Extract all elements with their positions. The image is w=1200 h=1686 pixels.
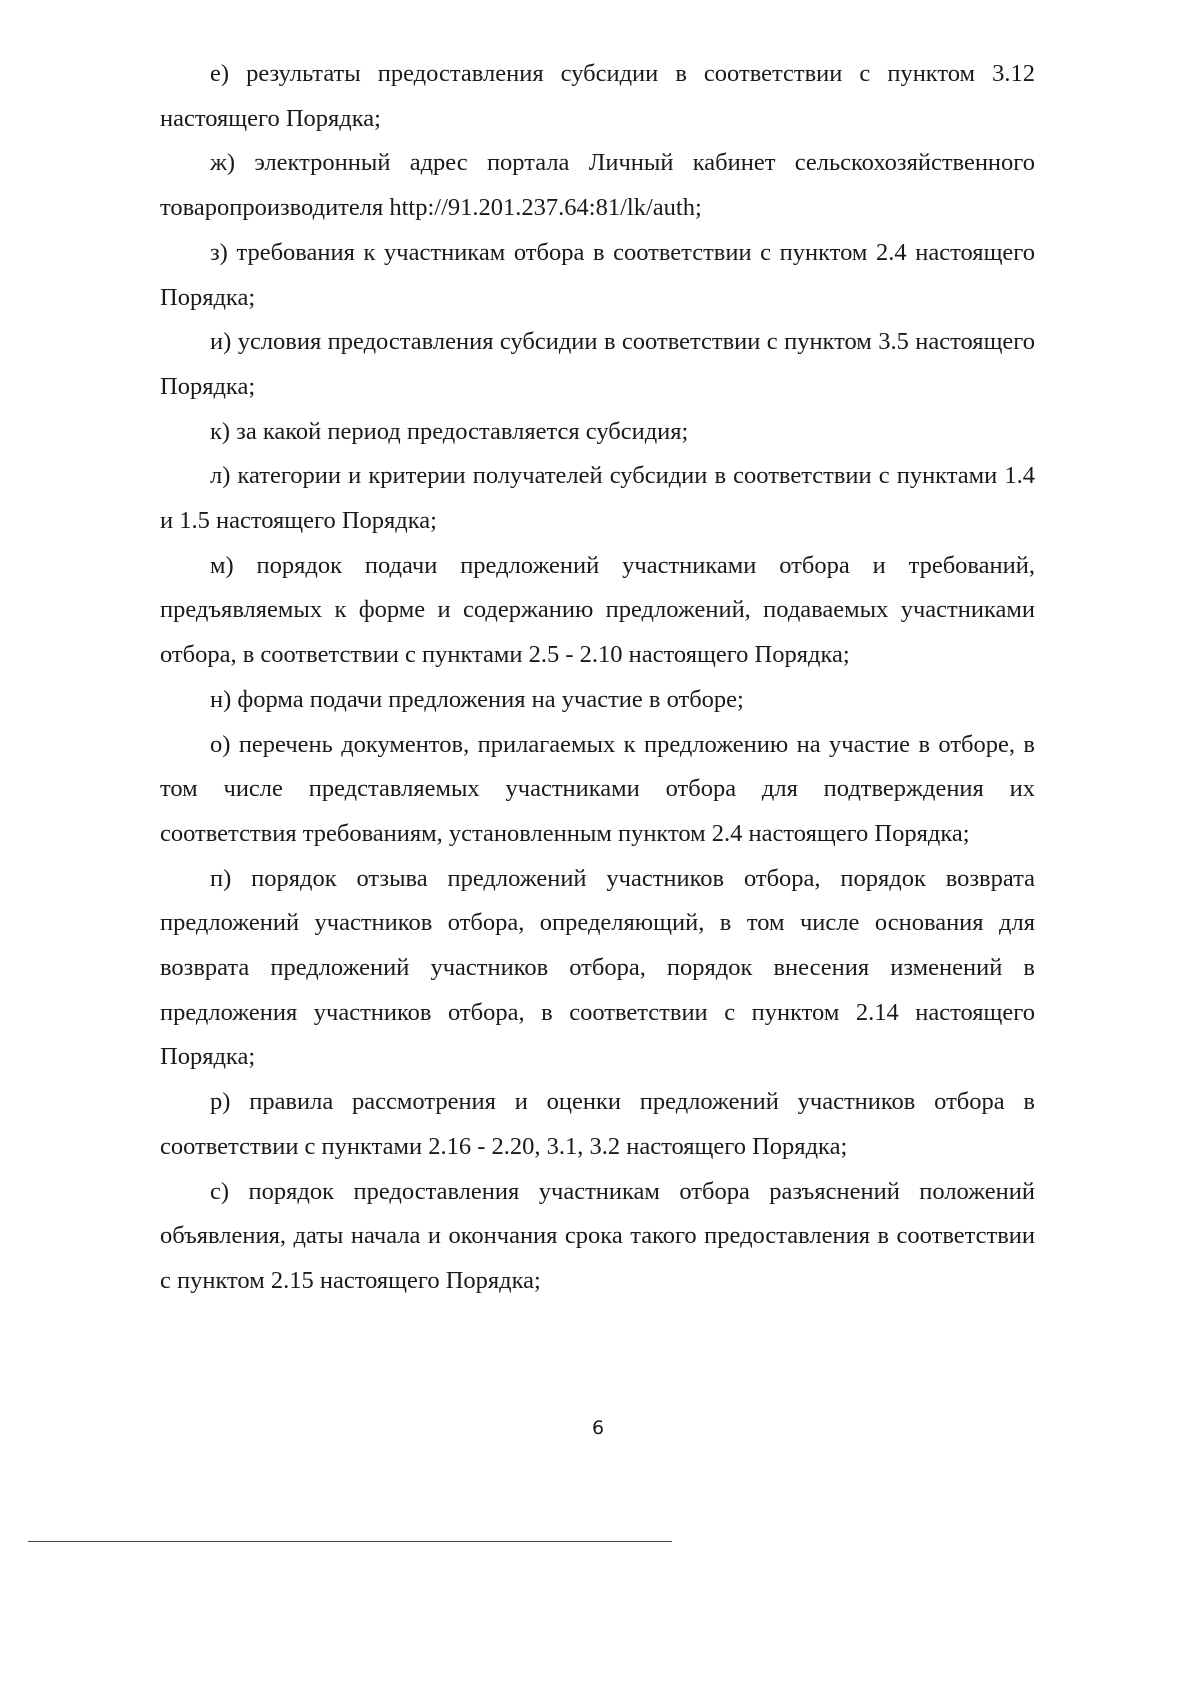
paragraph-p: п) порядок отзыва предложений участников отбора, порядок возврата предложений участников отбора, определяющий, в том числе основания для возврата предложений участников отбора, порядок внесения изменений в предложения участников отбора, в соответствии с пунктом 2.14 настоящего Порядка; bbox=[160, 864, 1035, 1071]
footer-divider bbox=[28, 1541, 672, 1542]
paragraph-m: м) порядок подачи предложений участниками отбора и требований, предъявляемых к форме и содержанию предложений, подаваемых участниками отбора, в соответствии с пунктами 2.5 - 2.10 настоящего Порядка; bbox=[160, 551, 1035, 669]
paragraph-o: о) перечень документов, прилагаемых к предложению на участие в отборе, в том числе представляемых участниками отбора для подтверждения их соответствия требованиям, установленным пунктом 2.4 настоящего Порядка; bbox=[160, 730, 1035, 847]
paragraph-z: з) требования к участникам отбора в соответствии с пунктом 2.4 настоящего Порядка; bbox=[160, 238, 1035, 311]
paragraph-i: и) условия предоставления субсидии в соответствии с пунктом 3.5 настоящего Порядка; bbox=[160, 328, 1035, 400]
paragraph-l: л) категории и критерии получателей субсидии в соответствии с пунктами 1.4 и 1.5 настоящего Порядка; bbox=[160, 462, 1035, 535]
paragraph-k: к) за какой период предоставляется субсидия; bbox=[210, 417, 689, 445]
paragraph-n: н) форма подачи предложения на участие в отборе; bbox=[210, 685, 744, 713]
page-number: 6 bbox=[591, 1417, 605, 1439]
paragraph-zh: ж) электронный адрес портала Личный кабинет сельскохозяйственного товаропроизводителя http://91.201.237.64:81/lk/auth; bbox=[160, 149, 1035, 222]
document-body bbox=[160, 52, 1035, 1304]
paragraph-r: р) правила рассмотрения и оценки предложений участников отбора в соответствии с пунктами 2.16 - 2.20, 3.1, 3.2 настоящего Порядка; bbox=[160, 1088, 1035, 1160]
paragraph-s: с) порядок предоставления участникам отбора разъяснений положений объявления, даты начала и окончания срока такого предоставления в соответствии с пунктом 2.15 настоящего Порядка; bbox=[160, 1177, 1035, 1294]
paragraph-e: е) результаты предоставления субсидии в соответствии с пунктом 3.12 настоящего Порядка; bbox=[160, 60, 1035, 132]
